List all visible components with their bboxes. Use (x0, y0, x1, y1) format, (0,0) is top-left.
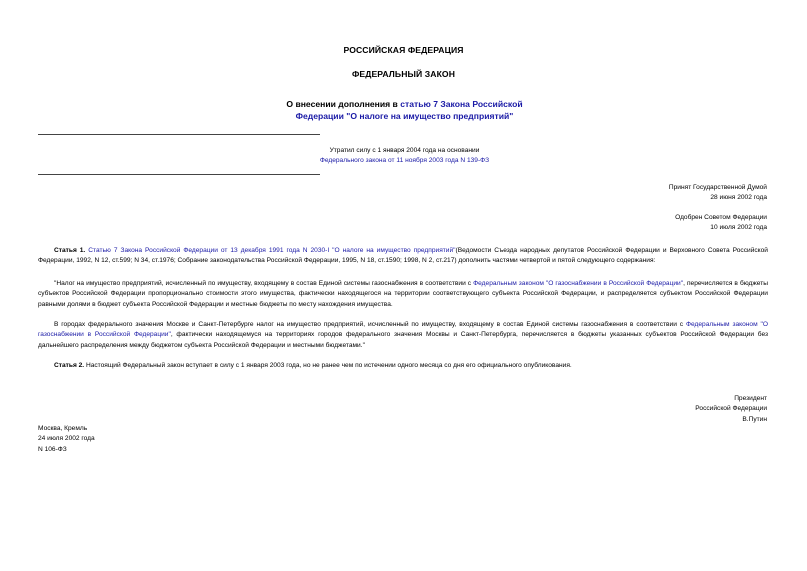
signing-date: 24 июля 2002 года (38, 435, 95, 443)
law-type-heading: ФЕДЕРАЛЬНЫЙ ЗАКОН (351, 69, 456, 79)
council-approval (467, 213, 767, 234)
repeal-law-link[interactable]: Федерального закона от 11 ноября 2003 года N 139-ФЗ (319, 157, 490, 165)
status-note (282, 146, 527, 167)
gas-supply-law-link-2[interactable]: Федеральным законом "О газоснабжении в Российской Федерации" (38, 321, 768, 339)
divider-top (38, 134, 320, 135)
place-date-block (38, 424, 338, 455)
signing-place: Москва, Кремль (38, 425, 88, 432)
signature-name: В.Путин (742, 415, 767, 423)
amendment-part5-text1: В городах федерального значения Москве и Санкт-Петербурге налог на имущество предприятий, исчисленный по имуществу, входящему в состав Единой системы газоснабжения в соответствии с (54, 321, 686, 328)
law-title (282, 99, 527, 122)
article1-label: Статья 1. (54, 247, 86, 254)
article2-text: Настоящий Федеральный закон вступает в силу с 1 января 2003 года, но не ранее чем по истечении одного месяца со дня его официального опубликования. (84, 362, 572, 369)
amendment-part5 (38, 320, 768, 351)
divider-bottom (38, 174, 320, 175)
law-title-prefix: О внесении дополнения в (286, 99, 401, 109)
council-approval-date: 10 июля 2002 года (710, 224, 767, 232)
status-note-text: Утратил силу с 1 января 2004 года на основании (329, 147, 480, 154)
signature-country: Российской Федерации (695, 405, 767, 413)
amendment-part4 (38, 279, 768, 310)
duma-adoption (467, 183, 767, 204)
amendment-part5-text2: , фактически находящемуся на территориях городов федерального значения Москвы и Санкт-Петербурга, перечисляется в бюджеты указанных субъектов Российской Федерации без дальнейшего распределения между бюджетом субъекта Российской Федерации и местными бюджетами." (38, 331, 768, 349)
article2-label: Статья 2. (54, 362, 85, 369)
article7-link[interactable]: статью 7 Закона Российской Федерации "О налоге на имущество предприятий" (295, 99, 523, 121)
amendment-part4-text1: "Налог на имущество предприятий, исчисленный по имуществу, входящему в состав Единой системы газоснабжения в соответствии с (54, 280, 474, 287)
signature-position: Президент (734, 395, 767, 402)
gas-supply-law-link-1[interactable]: Федеральным законом "О газоснабжении в Российской Федерации" (473, 280, 684, 287)
council-approval-line1: Одобрен Советом Федерации (675, 214, 767, 221)
amendment-part4-text2: , перечисляется в бюджеты субъектов Российской Федерации пропорционально стоимости этого имущества, фактически находящегося на территории соответствующего субъекта Российской Федерации, и распределяется субъектом Российской Федерации равными долями в бюджет субъекта Российской Федерации и местные бюджеты по месту нахождения имущества. (38, 280, 768, 308)
duma-adoption-line1: Принят Государственной Думой (668, 184, 767, 191)
article1-paragraph (38, 246, 768, 267)
article2-paragraph (38, 361, 768, 371)
duma-adoption-date: 28 июня 2002 года (710, 194, 767, 202)
tax-law-link[interactable]: Статью 7 Закона Российской Федерации от 13 декабря 1991 года N 2030-I "О налоге на имущество предприятий" (88, 247, 456, 254)
country-heading: РОССИЙСКАЯ ФЕДЕРАЦИЯ (343, 45, 464, 55)
law-number: N 106-ФЗ (38, 445, 67, 453)
signature-block (467, 394, 767, 425)
article1-text: (Ведомости Съезда народных депутатов Российской Федерации и Верховного Совета Российской Федерации, 1992, N 12, ст.599; N 34, ст.1976; Собрание законодательства Российской Федерации, 1995, N 18, ст.1590; 1998, N 2, ст.217) дополнить частями четвертой и пятой следующего содержания: (38, 247, 768, 265)
